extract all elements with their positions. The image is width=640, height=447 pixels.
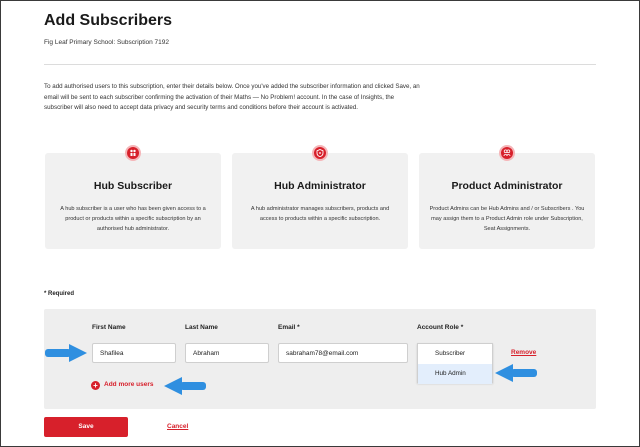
admins-icon [499, 145, 515, 161]
shield-icon [312, 145, 328, 161]
intro-text: To add authorised users to this subscription, enter their details below. Once you've added the subscriber information and clicked Save, an email will be sent to each subscriber confirming the activation of their Maths — No Problem! account. In the case of Insights, the subscriber will also need to accept data privacy and security terms and conditions before their account is activated. [44, 83, 420, 111]
required-note: * Required [44, 291, 75, 297]
role-option-hub-admin[interactable]: Hub Admin [418, 364, 492, 384]
role-option-subscriber[interactable]: Subscriber [435, 350, 466, 357]
arrow-right-icon [45, 344, 87, 362]
first-name-label: First Name [92, 324, 126, 331]
subscription-subtitle: Fig Leaf Primary School: Subscription 7192 [44, 39, 170, 46]
cancel-link[interactable]: Cancel [167, 423, 189, 430]
role-card-product-administrator [419, 153, 595, 249]
card-description: A hub subscriber is a user who has been given access to a product or products within a specific subscription by an authorised hub administrator. [60, 206, 206, 232]
divider [44, 64, 596, 65]
save-button[interactable]: Save [44, 417, 128, 437]
arrow-left-icon [164, 377, 206, 395]
card-title: Hub Administrator [274, 180, 366, 192]
card-title: Hub Subscriber [93, 180, 173, 192]
email-label: Email * [278, 324, 300, 331]
email-input[interactable]: sabraham78@email.com [278, 343, 408, 363]
card-title: Product Administrator [451, 180, 563, 192]
add-more-users-label: Add more users [104, 381, 154, 388]
card-description: A hub administrator manages subscribers, products and access to products within a specific subscription. [250, 206, 390, 222]
last-name-input[interactable]: Abraham [185, 343, 269, 363]
page-title: Add Subscribers [44, 12, 173, 29]
last-name-label: Last Name [185, 324, 218, 331]
account-role-label: Account Role * [417, 324, 464, 331]
remove-row-link[interactable]: Remove [511, 349, 537, 356]
arrow-left-icon [495, 364, 537, 382]
role-card-hub-administrator [232, 153, 408, 249]
first-name-input[interactable]: Shafilea [92, 343, 176, 363]
card-description: Product Admins can be Hub Admins and / or Subscribers . You may assign them to a Product Admin role under Subscription, Seat Assignments. [429, 206, 585, 232]
account-role-dropdown[interactable] [417, 343, 493, 383]
role-card-hub-subscriber [45, 153, 221, 249]
user-roles-icon [125, 145, 141, 161]
plus-circle-icon: + [91, 381, 100, 390]
